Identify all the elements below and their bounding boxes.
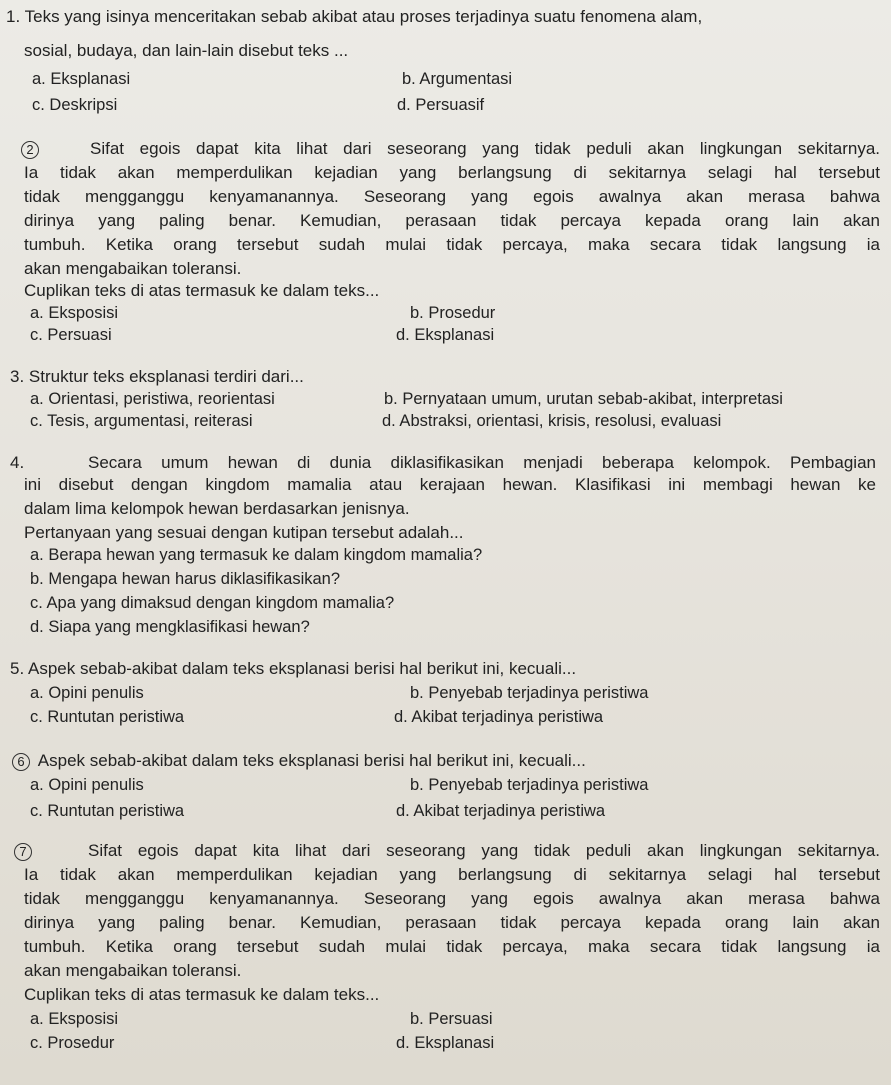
question-5-option-b[interactable]: b. Penyebab terjadinya peristiwa	[410, 684, 649, 702]
question-5-text: Aspek sebab-akibat dalam teks eksplanasi berisi hal berikut ini, kecuali...	[27, 659, 577, 678]
question-7-option-b[interactable]: b. Persuasi	[410, 1010, 493, 1028]
question-2-prompt: Cuplikan teks di atas termasuk ke dalam teks...	[24, 281, 380, 300]
question-6-text: Aspek sebab-akibat dalam teks eksplanasi berisi hal berikut ini, kecuali...	[37, 751, 586, 770]
question-6-option-d[interactable]: d. Akibat terjadinya peristiwa	[396, 802, 606, 820]
question-5-option-d[interactable]: d. Akibat terjadinya peristiwa	[394, 708, 604, 726]
question-1-option-a[interactable]: a. Eksplanasi	[32, 70, 131, 88]
question-1-number: 1.	[6, 7, 21, 26]
question-1-line-2: sosial, budaya, dan lain-lain disebut teks ...	[24, 41, 349, 60]
question-7-line-1: Sifat egois dapat kita lihat dari seseorang yang tidak peduli akan lingkungan sekitarnya.	[88, 841, 880, 860]
question-4-option-a[interactable]: a. Berapa hewan yang termasuk ke dalam kingdom mamalia?	[30, 546, 483, 564]
question-7-number	[14, 840, 36, 862]
question-4-line-3: dalam lima kelompok hewan berdasarkan jenisnya.	[24, 499, 410, 518]
question-5-option-a[interactable]: a. Opini penulis	[30, 684, 144, 702]
question-1-line-1	[6, 6, 878, 28]
question-3-number: 3.	[10, 367, 25, 386]
question-5-option-c[interactable]: c. Runtutan peristiwa	[30, 708, 185, 726]
question-4-line-1: Secara umum hewan di dunia diklasifikasikan menjadi beberapa kelompok. Pembagian	[88, 453, 876, 472]
question-3-line-1	[10, 366, 304, 388]
question-1-option-b[interactable]: b. Argumentasi	[402, 70, 513, 88]
question-7-line-6: akan mengabaikan toleransi.	[24, 961, 242, 980]
question-7-line-4: dirinya yang paling benar. Kemudian, perasaan tidak percaya kepada orang lain akan	[24, 913, 880, 932]
question-3-option-d[interactable]: d. Abstraksi, orientasi, krisis, resolusi, evaluasi	[382, 412, 722, 430]
question-2-option-c[interactable]: c. Persuasi	[30, 326, 112, 344]
question-2-number	[21, 138, 43, 160]
question-7-line-3: tidak mengganggu kenyamanannya. Seseorang yang egois awalnya akan merasa bahwa	[24, 889, 880, 908]
question-4-number: 4.	[10, 453, 25, 472]
question-5-line-1	[10, 658, 576, 680]
question-2-line-3: tidak mengganggu kenyamanannya. Seseorang yang egois awalnya akan merasa bahwa	[24, 187, 880, 206]
question-2-number-circle: 2	[21, 141, 39, 159]
question-7-option-d[interactable]: d. Eksplanasi	[396, 1034, 495, 1052]
question-6-number-circle: 6	[12, 753, 30, 771]
question-4-option-b[interactable]: b. Mengapa hewan harus diklasifikasikan?	[30, 570, 341, 588]
question-4-option-c[interactable]: c. Apa yang dimaksud dengan kingdom mamalia?	[30, 594, 395, 612]
question-2-option-a[interactable]: a. Eksposisi	[30, 304, 119, 322]
question-2-line-1: Sifat egois dapat kita lihat dari seseorang yang tidak peduli akan lingkungan sekitarnya.	[90, 139, 880, 158]
question-7-line-5: tumbuh. Ketika orang tersebut sudah mulai tidak percaya, maka secara tidak langsung ia	[24, 937, 880, 956]
question-5-number: 5.	[10, 659, 25, 678]
question-1-option-c[interactable]: c. Deskripsi	[32, 96, 118, 114]
question-7-prompt: Cuplikan teks di atas termasuk ke dalam teks...	[24, 985, 380, 1004]
question-4-line-2: ini disebut dengan kingdom mamalia atau kerajaan hewan. Klasifikasi ini membagi hewan ke	[24, 475, 876, 494]
question-7-option-a[interactable]: a. Eksposisi	[30, 1010, 119, 1028]
question-6-option-c[interactable]: c. Runtutan peristiwa	[30, 802, 185, 820]
question-2-option-d[interactable]: d. Eksplanasi	[396, 326, 495, 344]
question-2-line-6: akan mengabaikan toleransi.	[24, 259, 242, 278]
question-3-option-c[interactable]: c. Tesis, argumentasi, reiterasi	[30, 412, 253, 430]
question-2-line-4: dirinya yang paling benar. Kemudian, perasaan tidak percaya kepada orang lain akan	[24, 211, 880, 230]
question-7-number-circle: 7	[14, 843, 32, 861]
question-4-prompt: Pertanyaan yang sesuai dengan kutipan tersebut adalah...	[24, 523, 464, 542]
question-1-text: Teks yang isinya menceritakan sebab akibat atau proses terjadinya suatu fenomena alam,	[24, 7, 703, 26]
question-3-text: Struktur teks eksplanasi terdiri dari...	[28, 367, 304, 386]
question-4-option-d[interactable]: d. Siapa yang mengklasifikasi hewan?	[30, 618, 310, 636]
question-6-option-a[interactable]: a. Opini penulis	[30, 776, 144, 794]
question-6-option-b[interactable]: b. Penyebab terjadinya peristiwa	[410, 776, 649, 794]
question-7-line-2: Ia tidak akan memperdulikan kejadian yang berlangsung di sekitarnya selagi hal tersebut	[24, 865, 880, 884]
question-7-option-c[interactable]: c. Prosedur	[30, 1034, 115, 1052]
question-6-line-1	[12, 750, 586, 772]
question-2-line-2: Ia tidak akan memperdulikan kejadian yang berlangsung di sekitarnya selagi hal tersebut	[24, 163, 880, 182]
question-2-line-5: tumbuh. Ketika orang tersebut sudah mulai tidak percaya, maka secara tidak langsung ia	[24, 235, 880, 254]
question-3-option-a[interactable]: a. Orientasi, peristiwa, reorientasi	[30, 390, 275, 408]
question-3-option-b[interactable]: b. Pernyataan umum, urutan sebab-akibat, interpretasi	[384, 390, 783, 408]
question-1-option-d[interactable]: d. Persuasif	[397, 96, 485, 114]
question-2-option-b[interactable]: b. Prosedur	[410, 304, 496, 322]
